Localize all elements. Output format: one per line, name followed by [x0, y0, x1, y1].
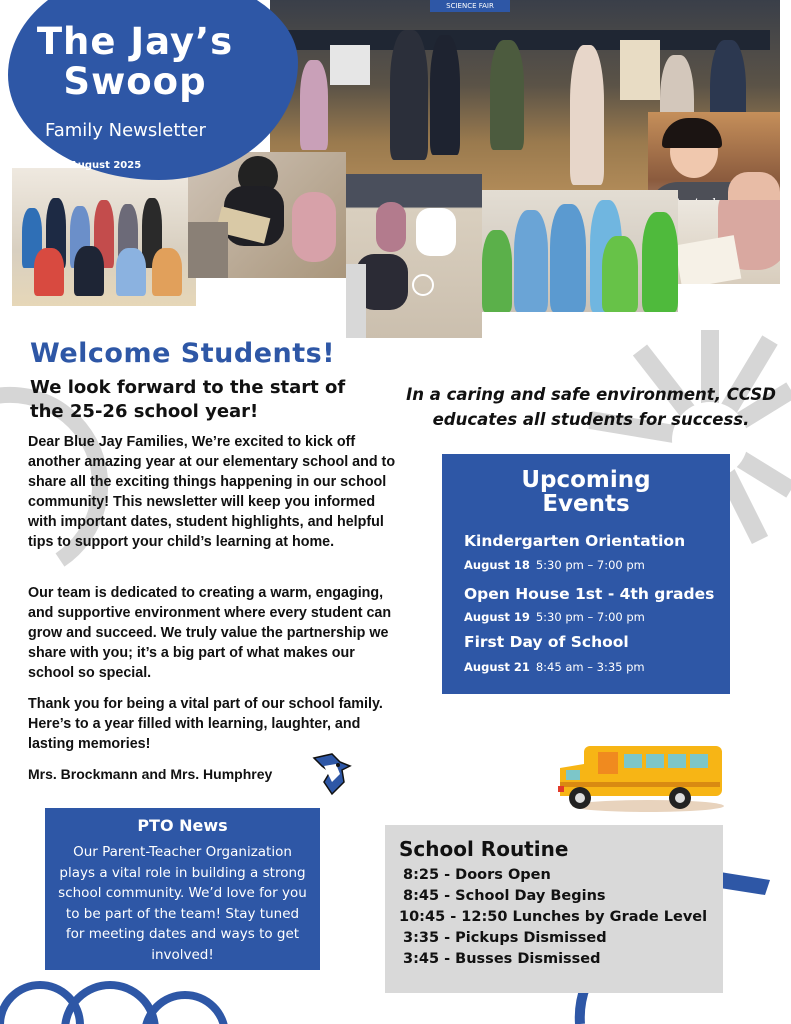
event-date-time: August 21 8:45 am – 3:35 pm — [464, 660, 645, 674]
newsletter-subtitle: Family Newsletter — [45, 120, 206, 141]
routine-item: 8:25 - Doors Open — [403, 867, 551, 883]
welcome-heading: Welcome Students! — [30, 338, 336, 369]
school-bus-icon — [558, 742, 726, 816]
event-date-time: August 19 5:30 pm – 7:00 pm — [464, 610, 645, 624]
letter-paragraph-1: Dear Blue Jay Families, We’re excited to kick off another amazing year at our elementary school and to share all the exciting things happening in our school community! This newsletter will keep you informed with important dates, student highlights, and helpful tips to support your child’s learning at home. — [28, 434, 396, 550]
event-name: Kindergarten Orientation — [464, 532, 686, 550]
event-name: First Day of School — [464, 633, 629, 651]
event-date-time: August 18 5:30 pm – 7:00 pm — [464, 558, 645, 572]
mission-statement: In a caring and safe environment, CCSD educates all students for success. — [406, 385, 776, 429]
newsletter-title: The Jay’s Swoop — [36, 20, 234, 103]
pto-body: Our Parent-Teacher Organization plays a vital role in building a strong school community. We’d love for you to be part of the team! Stay tuned for meeting dates and ways to get involved! — [58, 844, 307, 963]
routine-title: School Routine — [399, 837, 569, 861]
issue-date: August 2025 — [70, 160, 142, 171]
school-routine-panel — [385, 825, 723, 993]
routine-item: 3:35 - Pickups Dismissed — [403, 930, 607, 946]
pto-news-panel — [45, 808, 320, 970]
green-shirt-students-photo — [482, 190, 678, 312]
blue-jay-icon — [310, 752, 352, 796]
letter-signature: Mrs. Brockmann and Mrs. Humphrey — [28, 766, 273, 782]
pto-title: PTO News — [137, 816, 228, 835]
routine-item: 8:45 - School Day Begins — [403, 888, 606, 904]
events-title: Upcoming Events — [521, 467, 651, 517]
students-floor-activity-photo — [346, 174, 482, 338]
routine-item: 3:45 - Busses Dismissed — [403, 951, 601, 967]
bottom-left-loops-decoration — [0, 975, 240, 1024]
routine-item: 10:45 - 12:50 Lunches by Grade Level — [399, 909, 708, 925]
upcoming-events-panel — [442, 454, 730, 694]
science-fair-banner: SCIENCE FAIR — [430, 0, 510, 12]
classroom-tables-photo — [678, 200, 780, 284]
letter-paragraph-2: Our team is dedicated to creating a warm, engaging, and supportive environment where every student can grow and succeed. We truly value the partnership we share with you; it’s a big part of what makes our school so special. — [28, 585, 392, 681]
letter-paragraph-3: Thank you for being a vital part of our school family. Here’s to a year filled with learning, laughter, and lasting memories! — [28, 696, 383, 752]
welcome-subheading: We look forward to the start of the 25-26 school year! — [30, 377, 346, 422]
event-name: Open House 1st - 4th grades — [464, 585, 715, 603]
class-group-photo — [12, 168, 196, 306]
